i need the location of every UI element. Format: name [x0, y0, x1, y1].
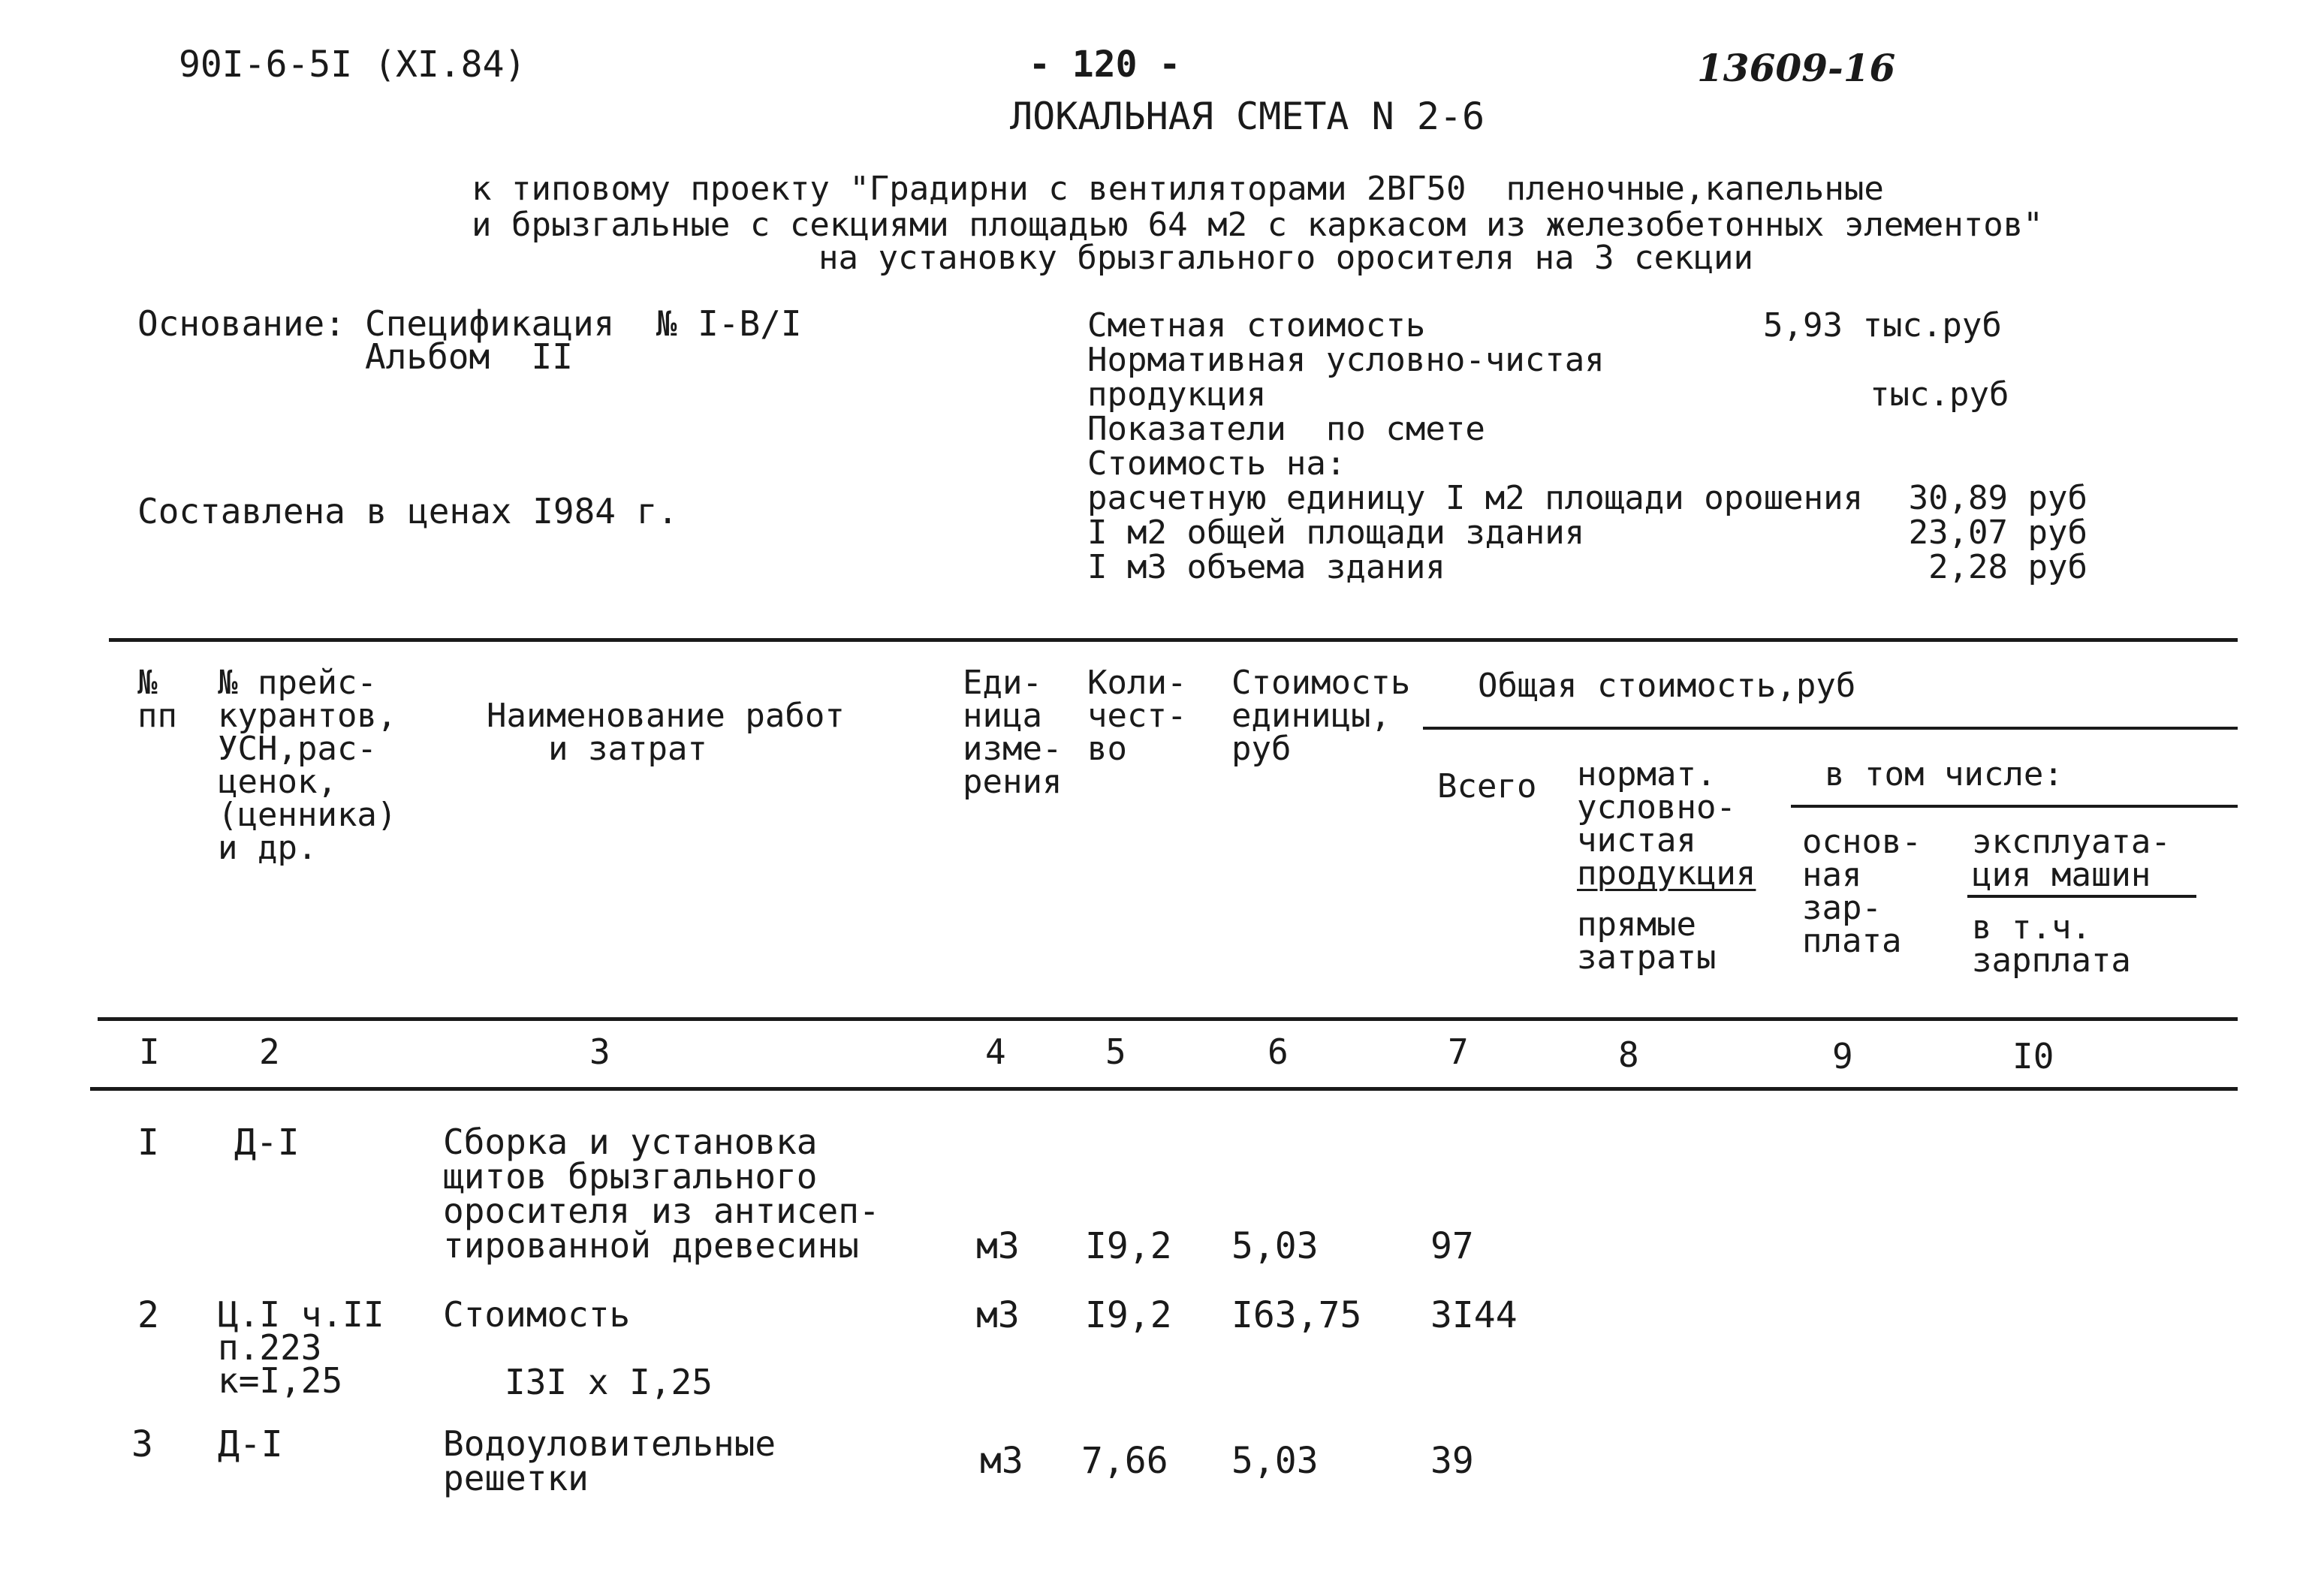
- normative-label-1: Нормативная условно-чистая: [1087, 341, 1605, 379]
- row-total: 39: [1430, 1440, 1474, 1482]
- column-number-10: I0: [2012, 1036, 2054, 1077]
- header-col2-line3: УСН,рас-: [218, 730, 377, 768]
- header-col10-bottom-line2: зарплата: [1972, 941, 2131, 980]
- price-basis: Составлена в ценах I984 г.: [137, 491, 679, 531]
- normative-value: тыс.руб: [1870, 375, 2009, 414]
- header-col2-line2: курантов,: [218, 697, 397, 735]
- column-number-6: 6: [1268, 1031, 1289, 1072]
- header-col10-top-line1: эксплуата-: [1972, 823, 2171, 861]
- header-col4-line1: Еди-: [963, 664, 1042, 702]
- indicators-label: Показатели по смете: [1087, 410, 1485, 448]
- column-number-8: 8: [1618, 1034, 1639, 1075]
- header-col10-top-line2: ция машин: [1972, 856, 2151, 894]
- archive-number: 13609-16: [1697, 46, 1896, 90]
- header-col2-line1: № прейс-: [218, 664, 377, 702]
- cost-on-label: Стоимость на:: [1087, 444, 1346, 483]
- header-col8-top-line3: чистая: [1577, 821, 1696, 860]
- header-col7: Всего: [1437, 767, 1537, 806]
- row-total: 97: [1430, 1225, 1474, 1267]
- column-number-1: I: [139, 1031, 160, 1072]
- basis-label: Основание:: [137, 303, 345, 344]
- per-unit-label: расчетную единицу I м2 площади орошения: [1087, 479, 1864, 517]
- header-col4-line2: ница: [963, 697, 1042, 735]
- header-col5-line1: Коли-: [1087, 664, 1187, 702]
- column-number-3: 3: [589, 1031, 610, 1072]
- header-col5-line2: чест-: [1087, 697, 1187, 735]
- page-number: - 120 -: [1029, 44, 1181, 86]
- row-number: 3: [131, 1423, 153, 1465]
- row-unit-cost: 5,03: [1231, 1440, 1319, 1482]
- per-volume-label: I м3 объема здания: [1087, 548, 1445, 586]
- header-col3-line2: и затрат: [548, 730, 707, 768]
- column-number-4: 4: [985, 1031, 1006, 1072]
- row-code-line3: к=I,25: [218, 1360, 343, 1401]
- column-number-9: 9: [1832, 1036, 1853, 1077]
- row-name-line3: оросителя из антисеп-: [443, 1191, 880, 1231]
- subtitle-line-1: к типовому проекту "Градирни с вентиляторами 2ВГ50 пленочные,капельные: [472, 170, 1884, 208]
- column-numbers-top-rule: [98, 1017, 2238, 1021]
- header-col10-bottom-line1: в т.ч.: [1972, 908, 2091, 947]
- column-number-2: 2: [259, 1031, 280, 1072]
- header-col9-line3: зар-: [1802, 889, 1882, 927]
- header-col6-line3: руб: [1231, 730, 1292, 768]
- header-col2-line6: и др.: [218, 829, 318, 867]
- column-number-7: 7: [1448, 1031, 1469, 1072]
- estimated-cost-label: Сметная стоимость: [1087, 306, 1426, 345]
- row-formula: I3I x I,25: [505, 1362, 713, 1402]
- basis-specification: Спецификация № I-В/I: [365, 303, 802, 344]
- row-name: Стоимость: [443, 1294, 631, 1335]
- header-col1-line1: №: [137, 664, 158, 702]
- row-quantity: I9,2: [1085, 1225, 1172, 1267]
- row-name-line1: Сборка и установка: [443, 1122, 818, 1162]
- table-top-rule: [109, 638, 2238, 642]
- row-quantity: I9,2: [1085, 1294, 1172, 1336]
- header-col9-line2: ная: [1802, 856, 1862, 894]
- header-col8-top-line4: продукция: [1577, 854, 1756, 893]
- header-col8-bottom-line1: прямые: [1577, 905, 1696, 944]
- row-name-line1: Водоуловительные: [443, 1423, 776, 1464]
- document-title: ЛОКАЛЬНАЯ СМЕТА N 2-6: [1010, 95, 1485, 138]
- per-area-label: I м2 общей площади здания: [1087, 513, 1585, 552]
- basis-album: Альбом II: [365, 336, 573, 377]
- header-total-rule: [1423, 727, 2238, 730]
- header-col10-rule: [1967, 895, 2196, 898]
- header-col9-line4: плата: [1802, 922, 1902, 960]
- document-code: 90I-6-5I (XI.84): [179, 44, 526, 86]
- row-code-line1: Ц.I ч.II: [218, 1294, 384, 1335]
- row-name-line2: решетки: [443, 1458, 589, 1498]
- header-incl-group: в том числе:: [1825, 755, 2063, 793]
- column-numbers-bottom-rule: [90, 1087, 2238, 1091]
- row-code: Д-I: [218, 1423, 283, 1465]
- subtitle-line-3: на установку брызгального оросителя на 3 секции: [818, 239, 1754, 277]
- header-col6-line1: Стоимость: [1231, 664, 1411, 702]
- header-col2-line4: ценок,: [218, 763, 337, 801]
- per-volume-value: 2,28 руб: [1928, 548, 2087, 586]
- row-unit-cost: I63,75: [1231, 1294, 1362, 1336]
- estimated-cost-value: 5,93 тыс.руб: [1763, 306, 2002, 345]
- header-col4-line3: изме-: [963, 730, 1063, 768]
- header-col6-line2: единицы,: [1231, 697, 1391, 735]
- per-unit-value: 30,89 руб: [1908, 479, 2087, 517]
- header-col1-line2: пп: [137, 697, 177, 735]
- row-unit: м3: [980, 1440, 1023, 1482]
- row-name-line4: тированной древесины: [443, 1225, 859, 1266]
- row-unit: м3: [976, 1225, 1020, 1267]
- row-quantity: 7,66: [1081, 1440, 1168, 1482]
- header-col9-line1: основ-: [1802, 823, 1922, 861]
- per-area-value: 23,07 руб: [1908, 513, 2087, 552]
- row-total: 3I44: [1430, 1294, 1518, 1336]
- row-number: 2: [137, 1294, 159, 1336]
- header-col8-bottom-line2: затраты: [1577, 938, 1717, 977]
- row-number: I: [137, 1122, 159, 1164]
- subtitle-line-2: и брызгальные с секциями площадью 64 м2 с каркасом из железобетонных элементов": [472, 206, 2043, 244]
- row-code-line2: п.223: [218, 1327, 322, 1368]
- row-unit: м3: [976, 1294, 1020, 1336]
- row-code: Д-I: [234, 1122, 300, 1164]
- row-unit-cost: 5,03: [1231, 1225, 1319, 1267]
- normative-label-2: продукция: [1087, 375, 1267, 414]
- header-total-group: Общая стоимость,руб: [1478, 667, 1856, 705]
- column-number-5: 5: [1105, 1031, 1126, 1072]
- header-col8-top-line2: условно-: [1577, 788, 1736, 827]
- header-col8-top-line1: нормат.: [1577, 755, 1717, 793]
- header-col5-line3: во: [1087, 730, 1127, 768]
- header-col4-line4: рения: [963, 763, 1063, 801]
- row-name-line2: щитов брызгального: [443, 1156, 818, 1197]
- header-col2-line5: (ценника): [218, 796, 397, 834]
- header-incl-rule: [1791, 805, 2238, 808]
- header-col3-line1: Наименование работ: [487, 697, 845, 735]
